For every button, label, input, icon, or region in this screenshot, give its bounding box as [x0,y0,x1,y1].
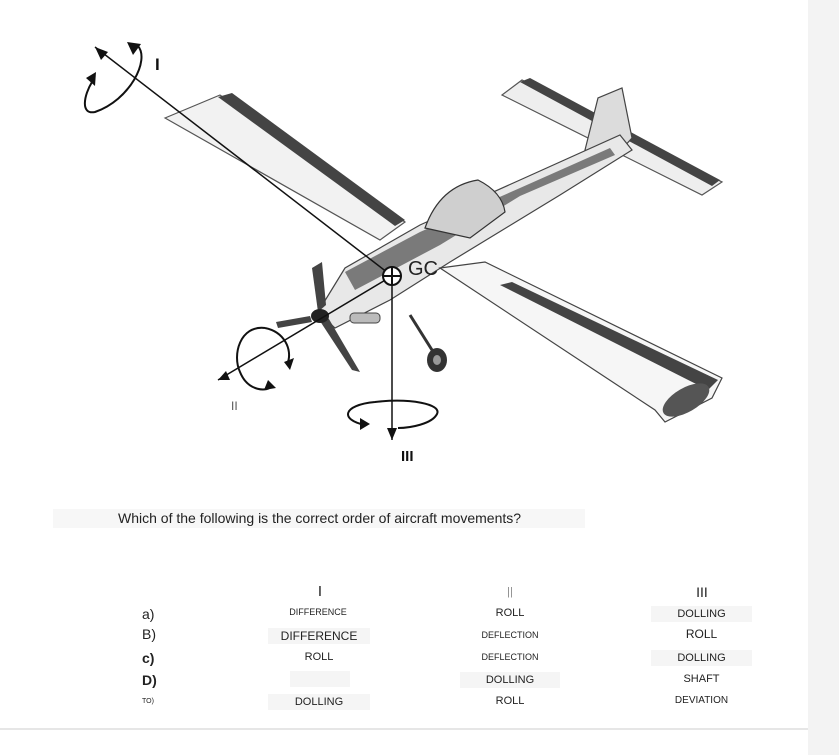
row-b-col-iii: ROLL [685,627,718,641]
row-d-col-ii: DOLLING [460,672,560,688]
propeller [312,262,326,312]
bottom-divider [0,728,808,730]
row-d-label: D) [142,672,157,688]
row-c-col-ii: DEFLECTION [481,652,539,662]
row-e-col-i: DOLLING [268,694,370,710]
axis-i-line [95,47,392,276]
axis-i-label: I [155,55,160,74]
row-b-col-ii: DEFLECTION [481,630,539,640]
row-a-col-i: DIFFERENCE [289,607,347,617]
row-e-col-iii: DEVIATION [674,695,729,706]
axis-ii-line [218,276,392,380]
right-wing [165,95,405,240]
gc-label: GC [408,258,438,280]
axis-iii-label: III [401,448,414,465]
right-margin-strip [808,0,839,755]
row-a-label: a) [142,606,155,622]
row-d-col-i [290,671,350,687]
header-col-ii: || [507,586,513,598]
row-e-col-ii: ROLL [495,695,525,707]
row-c-col-i: ROLL [304,651,334,663]
row-e-label: TO) [142,698,154,705]
header-col-i: I [317,583,323,600]
row-c-label: c) [142,650,155,666]
row-b-col-i: DIFFERENCE [268,628,370,644]
header-col-iii: III [696,584,708,600]
row-d-col-iii: SHAFT [683,673,720,685]
row-b-label: B) [142,626,156,642]
row-a-col-iii: DOLLING [651,606,752,622]
axis-ii-label: II [231,399,238,413]
row-a-col-ii: ROLL [495,607,525,619]
row-c-col-iii: DOLLING [651,650,752,666]
question-text: Which of the following is the correct order of aircraft movements? [118,510,522,526]
